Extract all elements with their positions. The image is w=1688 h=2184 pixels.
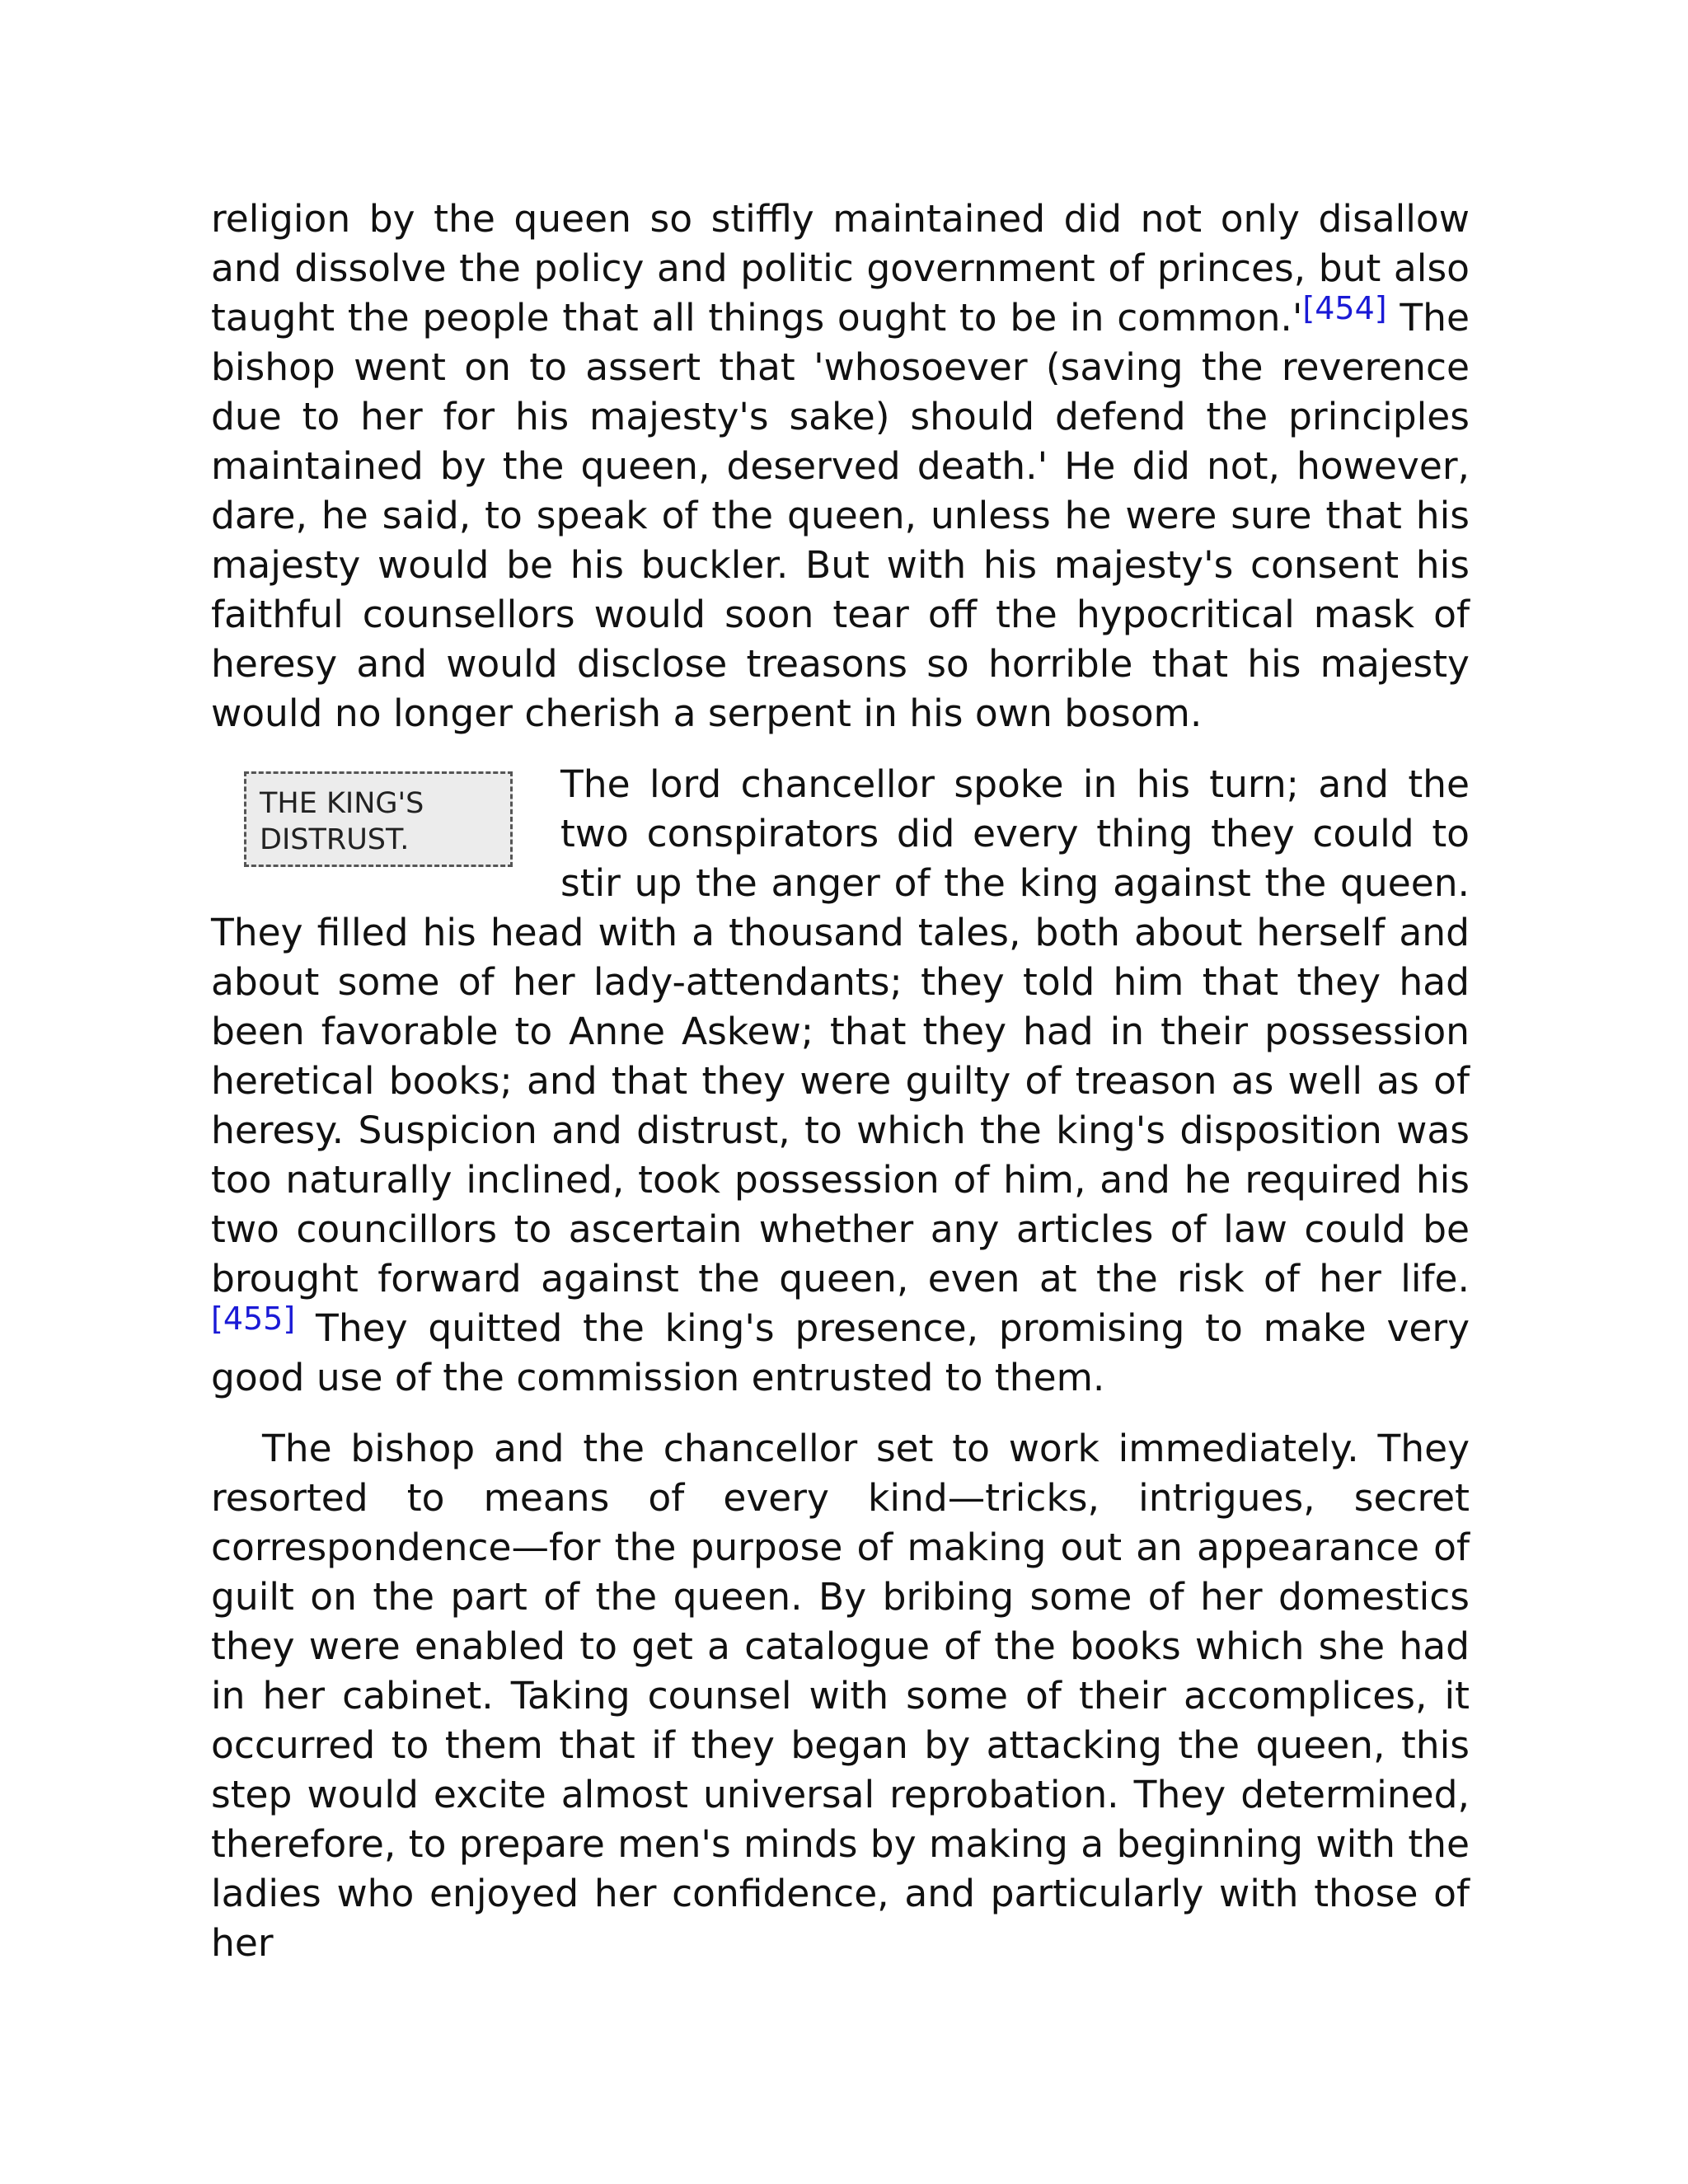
- sidenote-kings-distrust: THE KING'S DISTRUST.: [244, 771, 513, 867]
- paragraph-text: The bishop went on to assert that 'whosoever (saving the reverence due to her for his majesty's sake) should defend the principles maintained by the queen, deserved death.' He did not, however, dare, he said, to speak of the queen, unless he were sure that his majesty would be his buckler. But with his majesty's consent his faithful counsellors would soon tear off the hypocritical mask of heresy and would disclose treasons so horrible that his majesty would no longer cherish a serpent in his own bosom.: [211, 296, 1470, 735]
- paragraph-2: [211, 760, 1470, 1403]
- footnote-link-455[interactable]: [455]: [211, 1301, 296, 1337]
- footnote-link-454[interactable]: [454]: [1302, 290, 1387, 326]
- paragraph-text: The lord chancellor spoke in his turn; and the two conspirators did every thing they could to stir up the anger of the king against the queen. They filled his head with a thousand tales, both about herself and about some of her lady-attendants; they told him that they had been favorable to Anne Askew; that they had in their possession heretical books; and that they were guilty of treason as well as of heresy. Suspicion and distrust, to which the king's disposition was too naturally inclined, took possession of him, and he required his two councillors to ascertain whether any articles of law could be brought forward against the queen, even at the risk of her life.: [211, 762, 1470, 1301]
- paragraph-text: The bishop and the chancellor set to work immediately. They resorted to means of every kind—tricks, intrigues, secret correspondence—for the purpose of making out an appearance of guilt on the part of the queen. By bribing some of her domestics they were enabled to get a catalogue of the books which she had in her cabinet. Taking counsel with some of their accomplices, it occurred to them that if they began by attacking the queen, this step would excite almost universal reprobation. They determined, therefore, to prepare men's minds by making a beginning with the ladies who enjoyed her confidence, and particularly with those of her: [211, 1427, 1470, 1965]
- paragraph-text: religion by the queen so stiffly maintained did not only disallow and dissolve the policy and politic government of princes, but also taught the people that all things ought to be in common.': [211, 197, 1470, 340]
- paragraph-3: [211, 1424, 1470, 1968]
- paragraph-text: They quitted the king's presence, promising to make very good use of the commission entrusted to them.: [211, 1306, 1470, 1399]
- page-body: [211, 194, 1470, 1968]
- paragraph-1: [211, 194, 1470, 738]
